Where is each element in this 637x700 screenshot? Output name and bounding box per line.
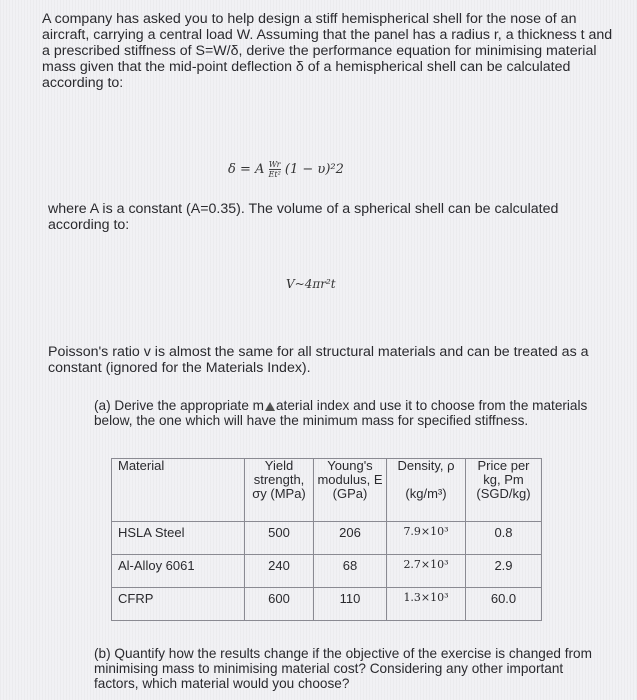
question-a-start: (a) Derive the appropriate m <box>94 398 264 413</box>
cell-density: 7.9×10³ <box>387 522 466 555</box>
equation1-numerator: Wr <box>268 160 281 169</box>
question-a <box>94 398 594 428</box>
volume-equation: V~4πr²t <box>286 277 336 291</box>
deflection-equation <box>228 160 344 179</box>
cell-yield: 600 <box>245 588 314 621</box>
materials-table <box>111 458 542 621</box>
cell-material: CFRP <box>112 588 245 621</box>
cell-material: HSLA Steel <box>112 522 245 555</box>
header-material: Material <box>112 459 245 522</box>
cell-material: Al-Alloy 6061 <box>112 555 245 588</box>
table-row <box>112 555 542 588</box>
table-header-row <box>112 459 542 522</box>
cell-density: 1.3×10³ <box>387 588 466 621</box>
equation1-fraction <box>269 160 281 179</box>
cell-price: 2.9 <box>466 555 542 588</box>
cell-modulus: 110 <box>314 588 387 621</box>
table-row <box>112 588 542 621</box>
question-a-end: aterial index and use it to choose from the materials below, the one which will have the minimum mass for specified stiffness. <box>94 398 588 428</box>
cell-price: 60.0 <box>466 588 542 621</box>
problem-intro: A company has asked you to help design a stiff hemispherical shell for the nose of an aircraft, carrying a central load W. Assuming that the panel has a radius r, a thickness t and a prescribed stiffness of S=W/δ, derive the performance equation for minimising material mass given that the mid-point deflection δ of a hemispherical shell can be calculated according to: <box>42 11 613 91</box>
equation1-denominator: Et² <box>268 170 281 179</box>
cell-modulus: 206 <box>314 522 387 555</box>
header-yield: Yield strength, σy (MPa) <box>245 459 314 522</box>
cell-density: 2.7×10³ <box>387 555 466 588</box>
cell-price: 0.8 <box>466 522 542 555</box>
header-density: Density, ρ (kg/m³) <box>387 459 466 522</box>
header-price: Price per kg, Pm (SGD/kg) <box>466 459 542 522</box>
cell-yield: 240 <box>245 555 314 588</box>
cell-modulus: 68 <box>314 555 387 588</box>
volume-intro-text: where A is a constant (A=0.35). The volume of a spherical shell can be calculated according to: <box>48 201 559 233</box>
mouse-cursor-icon <box>265 402 275 411</box>
cell-yield: 500 <box>245 522 314 555</box>
header-youngs-modulus: Young's modulus, E (GPa) <box>314 459 387 522</box>
table-row <box>112 522 542 555</box>
equation1-lhs: δ = A <box>228 162 265 177</box>
poisson-note: Poisson's ratio v is almost the same for all structural materials and can be treated as a constant (ignored for the Materials Index). <box>48 344 589 376</box>
equation1-rhs: (1 − υ)²2 <box>284 162 344 177</box>
question-b: (b) Quantify how the results change if the objective of the exercise is changed from minimising mass to minimising material cost? Considering any other important factors, which material would you choose? <box>94 646 592 691</box>
